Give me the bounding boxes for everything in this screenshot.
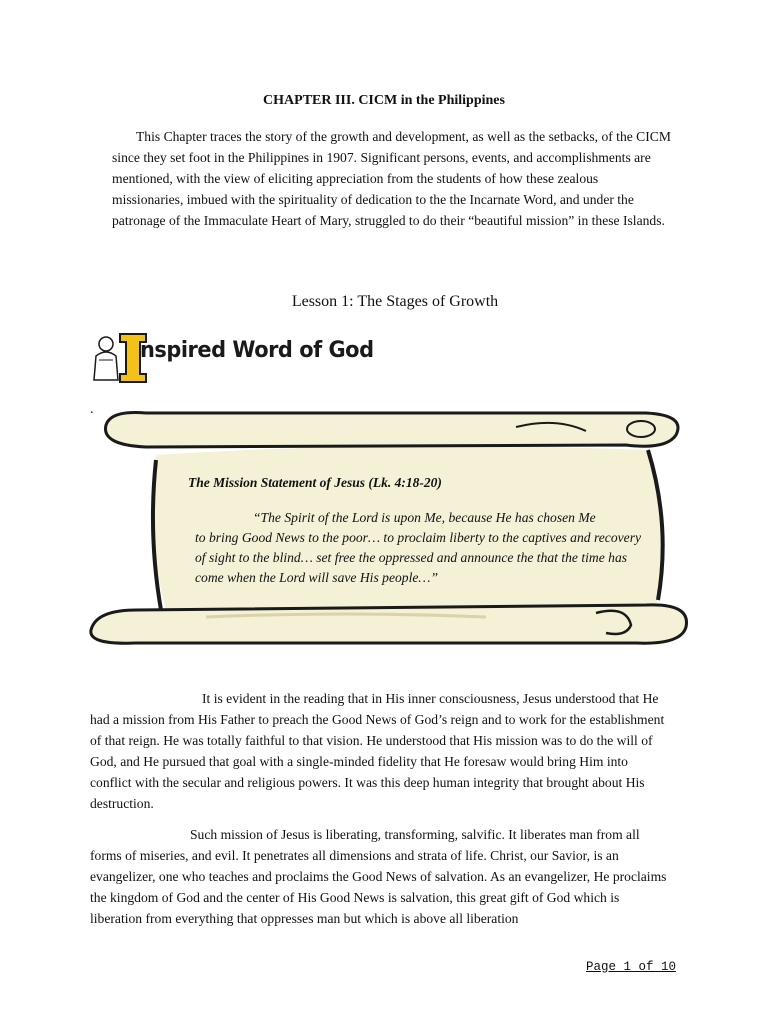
quote-continuation: to bring Good News to the poor… to proclaim liberty to the captives and recovery of sight to the blind… set free the oppressed and announce the that the time has come when the Lord will save His people…” — [195, 530, 642, 585]
quote-first-line: “The Spirit of the Lord is upon Me, because He has chosen Me — [253, 510, 596, 525]
lesson-title: Lesson 1: The Stages of Growth — [291, 293, 499, 310]
body-paragraph-2 — [90, 824, 670, 929]
stray-dot: . — [90, 402, 94, 417]
scroll-heading: The Mission Statement of Jesus (Lk. 4:18-20) — [188, 475, 442, 490]
scroll-quote — [195, 508, 645, 588]
paragraph-text: It is evident in the reading that in His inner consciousness, Jesus understood that He had a mission from His Father to preach the Good News of God’s reign and to work for the establishment of that reign. He was totally faithful to that vision. He understood that His mission was to do the will of God, and He pursued that goal with a single-minded fidelity that He foresaw would bring Him into conflict with the secular and religious powers. It was this deep human integrity that brought about His destruction. — [90, 691, 665, 811]
banner-title: nspired Word of God — [140, 338, 374, 363]
body-paragraph-1 — [90, 688, 670, 814]
page-number: Page 1 of 10 — [586, 960, 677, 974]
intro-text: This Chapter traces the story of the growth and development, as well as the setbacks, of the CICM since they set foot in the Philippines in 1907. Significant persons, events, and accomplishments are mentioned, with the view of eliciting appreciation from the students of how these zealous missionaries, imbued with the spirituality of dedication to the the Incarnate Word, and under the patronage of the Immaculate Heart of Mary, struggled to do their “beautiful mission” in these Islands. — [112, 129, 671, 228]
chapter-title: CHAPTER III. CICM in the Philippines — [263, 93, 505, 108]
inspired-word-banner — [90, 330, 400, 386]
intro-paragraph — [112, 126, 672, 231]
paragraph-text: Such mission of Jesus is liberating, transforming, salvific. It liberates man from all forms of miseries, and evil. It penetrates all dimensions and strata of life. Christ, our Savior, is an evangelizer, one who teaches and proclaims the Good News of salvation. As an evangelizer, He proclaims the kingdom of God and the center of His Good News is salvation, this great gift of God which is liberation from everything that oppresses man but which is above all liberation — [90, 827, 667, 926]
